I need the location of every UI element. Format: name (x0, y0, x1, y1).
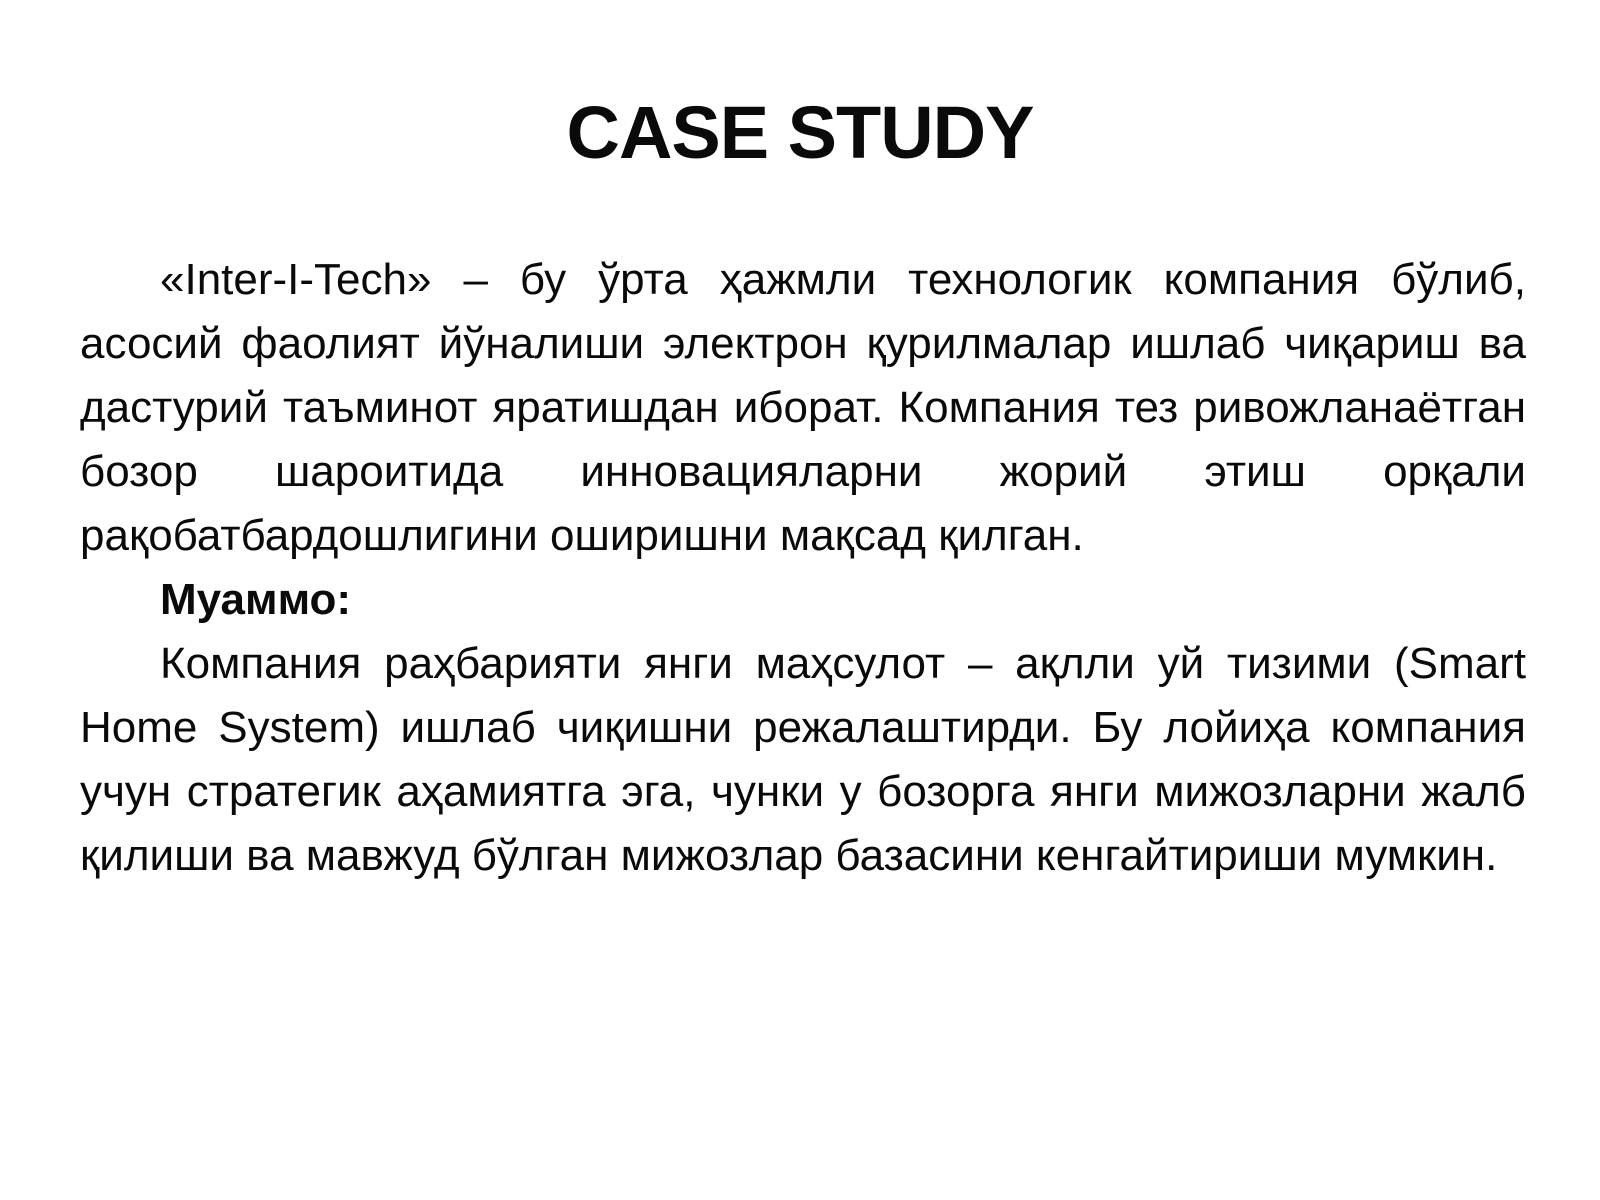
intro-paragraph: «Inter-I-Tech» – бу ўрта ҳажмли технологик компания бўлиб, асосий фаолият йўналиши электрон қурилмалар ишлаб чиқариш ва дастурий таъминот яратишдан иборат. Компания тез ривожланаётган бозор шароитида инновацияларни жорий этиш орқали рақобатбардошлигини оширишни мақсад қилган. (80, 255, 1526, 560)
problem-heading: Муаммо: (160, 575, 352, 624)
problem-paragraph: Компания раҳбарияти янги маҳсулот – ақлли уй тизими (Smart Home System) ишлаб чиқишни режалаштирди. Бу лойиҳа компания учун стратегик аҳамиятга эга, чунки у бозорга янги мижозларни жалб қилиши ва мавжуд бўлган мижозлар базасини кенгайтириши мумкин. (80, 639, 1526, 880)
slide-title: CASE STUDY (566, 91, 1034, 174)
slide-body (80, 248, 1526, 888)
